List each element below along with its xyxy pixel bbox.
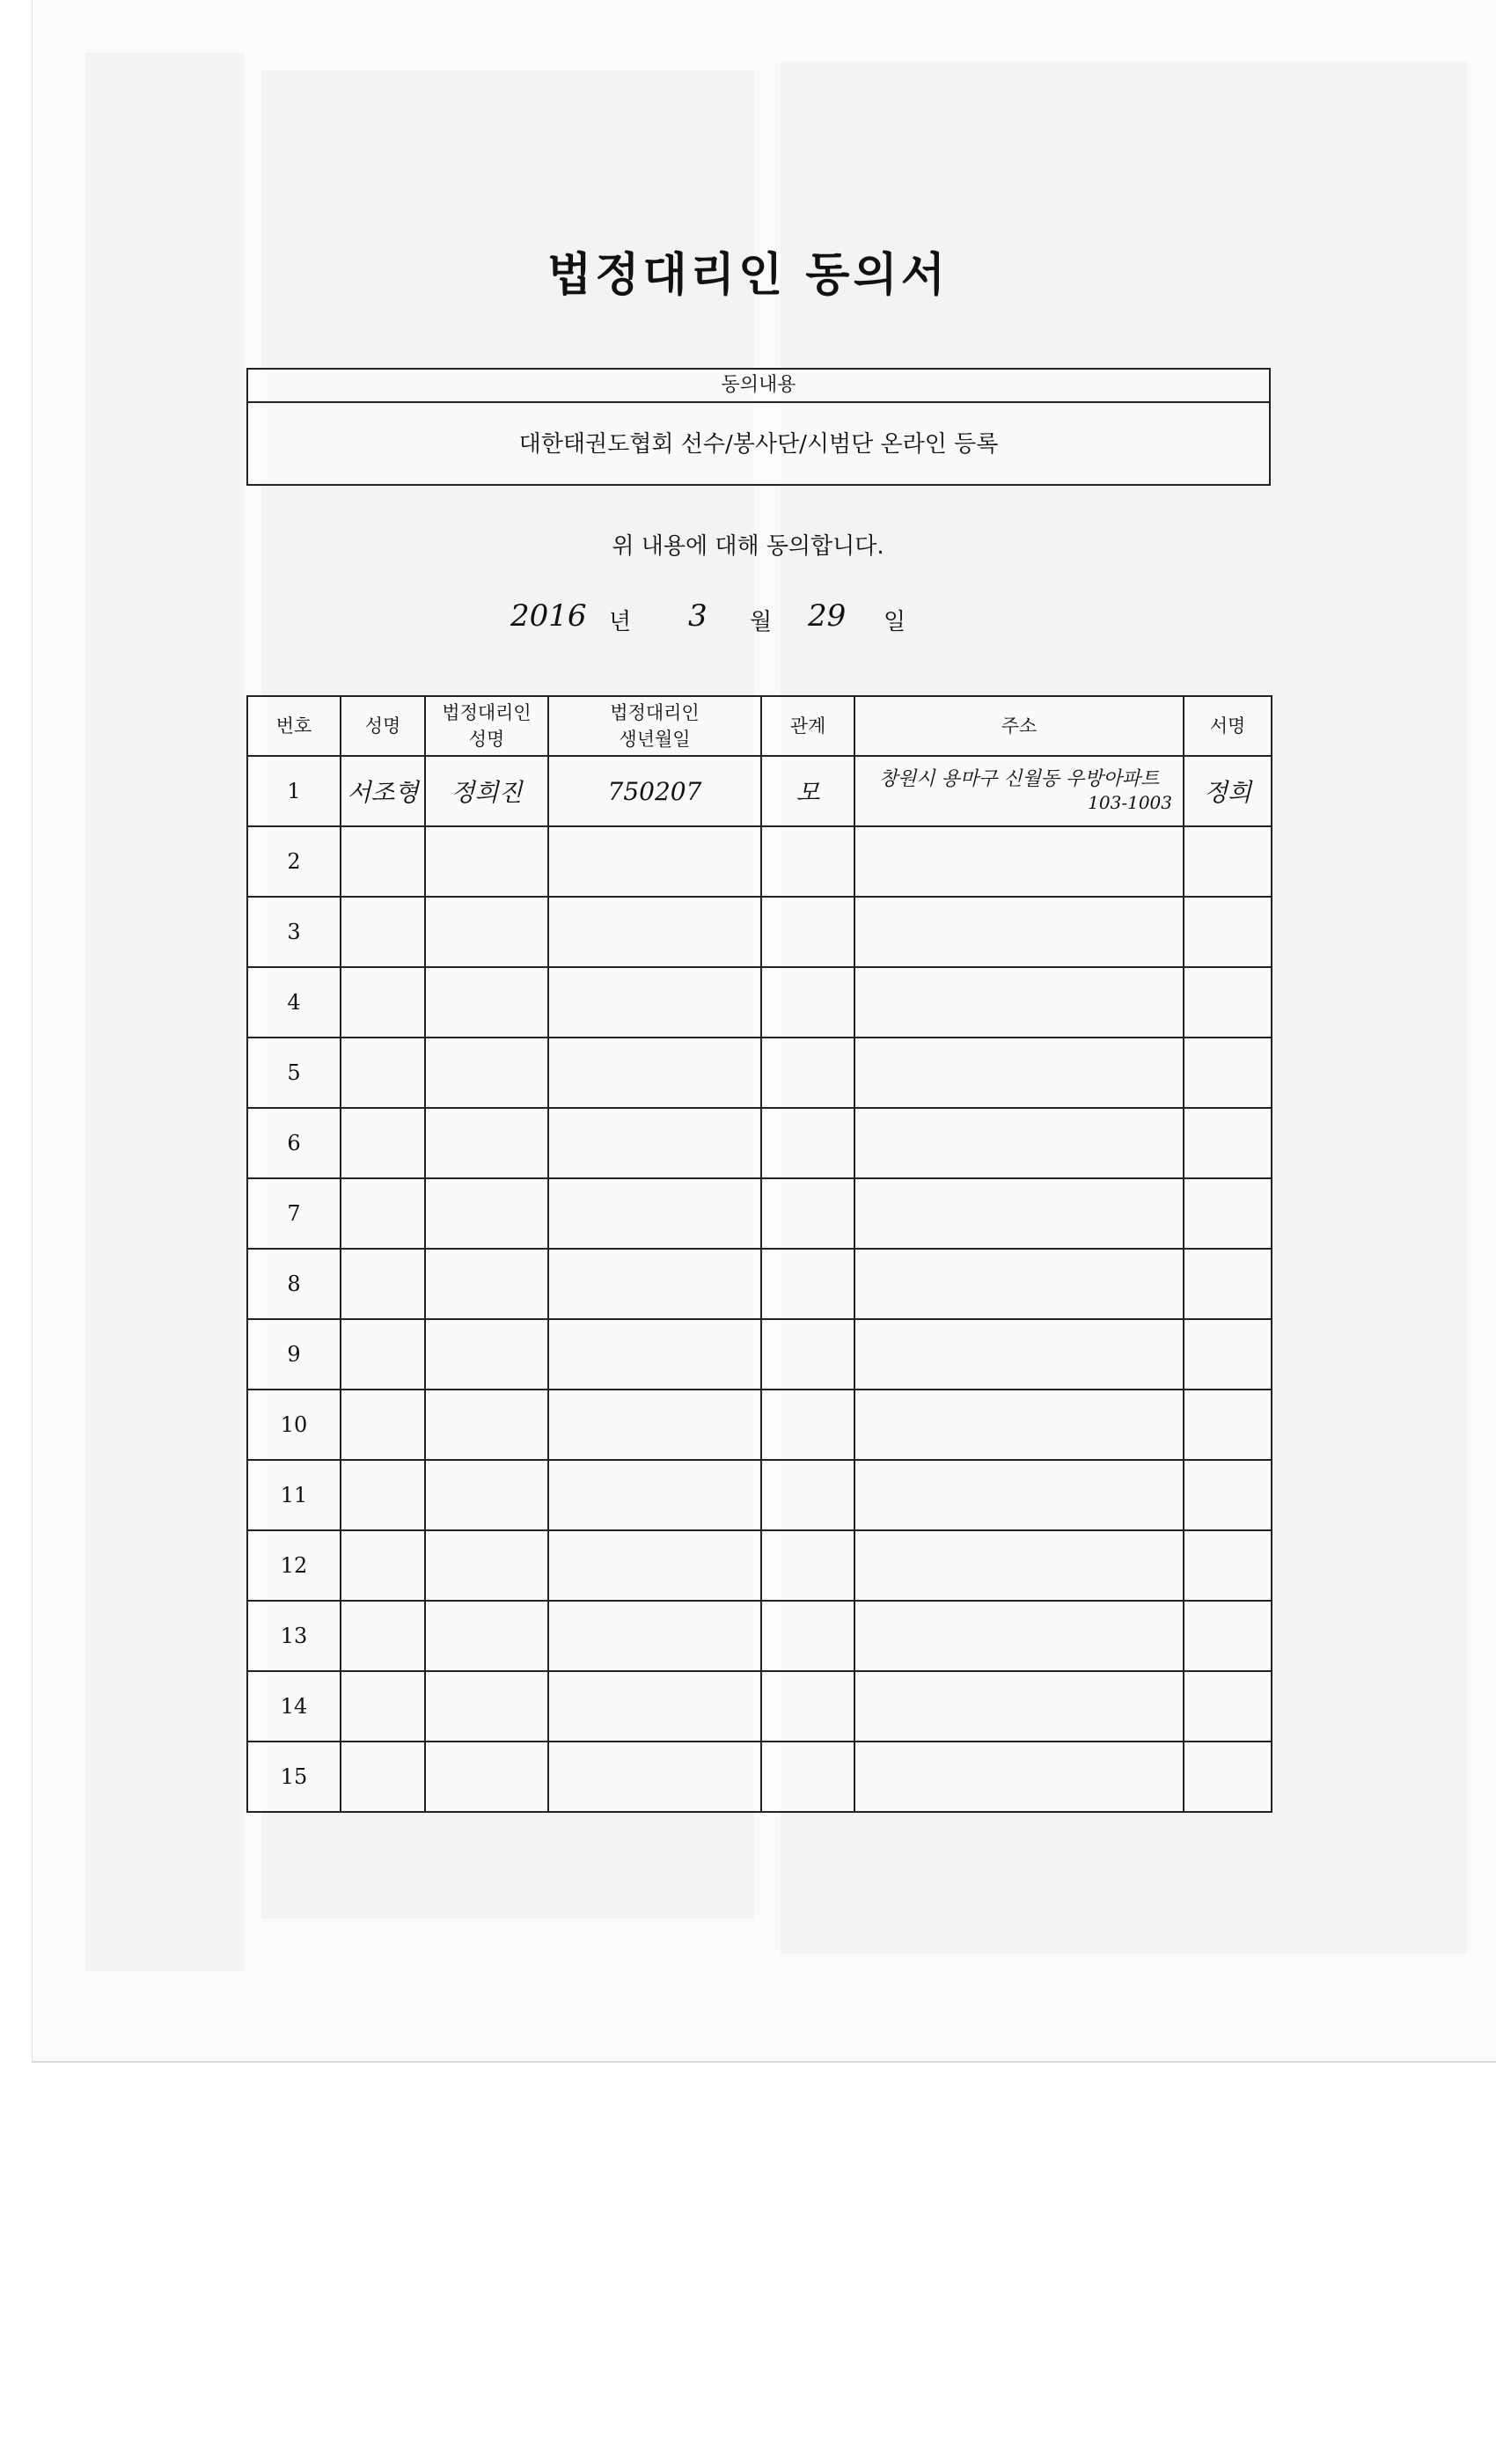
cell-address [854, 1742, 1184, 1812]
cell-guardian-name [425, 1390, 548, 1460]
bleed-through-left-column [85, 53, 244, 1971]
cell-relation [761, 1038, 854, 1108]
document-title: 법정대리인 동의서 [547, 248, 949, 302]
table-row [247, 1178, 1272, 1249]
cell-no: 9 [247, 1319, 341, 1390]
cell-relation [761, 1178, 854, 1249]
cell-guardian-birth [548, 1178, 761, 1249]
cell-relation [761, 1460, 854, 1530]
cell-signature [1184, 1319, 1272, 1390]
cell-no: 11 [247, 1460, 341, 1530]
cell-guardian-birth [548, 826, 761, 897]
table-row [247, 1742, 1272, 1812]
header-guardian-birth: 법정대리인 생년월일 [548, 696, 761, 756]
cell-address [854, 1038, 1184, 1108]
cell-address [854, 897, 1184, 967]
cell-guardian-name [425, 1038, 548, 1108]
cell-name [341, 897, 425, 967]
date-month: 3 [688, 598, 708, 634]
cell-guardian-name: 정희진 [425, 756, 548, 826]
cell-guardian-name [425, 897, 548, 967]
cell-signature [1184, 1390, 1272, 1460]
cell-name [341, 1178, 425, 1249]
header-name: 성명 [341, 696, 425, 756]
cell-guardian-name [425, 1460, 548, 1530]
cell-relation [761, 1390, 854, 1460]
table-row [247, 897, 1272, 967]
date-day: 29 [808, 598, 847, 634]
cell-no: 15 [247, 1742, 341, 1812]
cell-name [341, 1319, 425, 1390]
cell-address [854, 1249, 1184, 1319]
cell-no: 14 [247, 1671, 341, 1742]
cell-name [341, 1038, 425, 1108]
cell-no: 1 [247, 756, 341, 826]
table-row [247, 1460, 1272, 1530]
cell-signature [1184, 1178, 1272, 1249]
cell-guardian-name [425, 1671, 548, 1742]
agreement-statement: 위 내용에 대해 동의합니다. [612, 533, 884, 560]
cell-relation: 모 [761, 756, 854, 826]
cell-name [341, 1601, 425, 1671]
cell-relation [761, 1108, 854, 1178]
table-row [247, 1108, 1272, 1178]
date-year: 2016 [510, 598, 587, 634]
header-address: 주소 [854, 696, 1184, 756]
cell-address [854, 1671, 1184, 1742]
table-row [247, 756, 1272, 826]
date-year-label: 년 [609, 609, 632, 635]
cell-guardian-birth [548, 1390, 761, 1460]
address-line-1: 창원시 용마구 신월동 우방아파트 [878, 768, 1160, 790]
cell-guardian-birth [548, 1601, 761, 1671]
cell-guardian-birth [548, 1319, 761, 1390]
cell-guardian-name [425, 1601, 548, 1671]
cell-relation [761, 1249, 854, 1319]
cell-relation [761, 1601, 854, 1671]
cell-address [854, 756, 1184, 826]
cell-guardian-name [425, 1178, 548, 1249]
cell-address [854, 1319, 1184, 1390]
cell-relation [761, 967, 854, 1038]
cell-address [854, 1390, 1184, 1460]
cell-name [341, 1460, 425, 1530]
cell-signature [1184, 1108, 1272, 1178]
cell-name: 서조형 [341, 756, 425, 826]
cell-guardian-name [425, 826, 548, 897]
cell-signature: 정희 [1184, 756, 1272, 826]
cell-guardian-birth [548, 1530, 761, 1601]
cell-guardian-birth [548, 1460, 761, 1530]
cell-guardian-name [425, 1249, 548, 1319]
table-body [247, 756, 1272, 1812]
table-row [247, 1530, 1272, 1601]
consent-box [246, 368, 1271, 486]
cell-signature [1184, 826, 1272, 897]
cell-no: 5 [247, 1038, 341, 1108]
cell-relation [761, 826, 854, 897]
table-row [247, 1671, 1272, 1742]
cell-signature [1184, 967, 1272, 1038]
cell-no: 10 [247, 1390, 341, 1460]
cell-no: 13 [247, 1601, 341, 1671]
cell-signature [1184, 1530, 1272, 1601]
cell-name [341, 826, 425, 897]
header-guardian-name: 법정대리인 성명 [425, 696, 548, 756]
cell-signature [1184, 1601, 1272, 1671]
cell-name [341, 1671, 425, 1742]
header-relation: 관계 [761, 696, 854, 756]
cell-guardian-birth [548, 1038, 761, 1108]
cell-signature [1184, 1249, 1272, 1319]
cell-relation [761, 1530, 854, 1601]
cell-guardian-birth [548, 967, 761, 1038]
cell-address [854, 967, 1184, 1038]
cell-name [341, 1530, 425, 1601]
cell-address [854, 1530, 1184, 1601]
cell-signature [1184, 1742, 1272, 1812]
date-line [493, 598, 950, 642]
cell-guardian-name [425, 1742, 548, 1812]
cell-no: 2 [247, 826, 341, 897]
cell-address [854, 1178, 1184, 1249]
table-row [247, 1601, 1272, 1671]
cell-no: 4 [247, 967, 341, 1038]
header-signature: 서명 [1184, 696, 1272, 756]
table-row [247, 1038, 1272, 1108]
cell-guardian-birth [548, 1249, 761, 1319]
cell-guardian-birth [548, 1742, 761, 1812]
cell-guardian-name [425, 1108, 548, 1178]
cell-no: 7 [247, 1178, 341, 1249]
consent-header: 동의내용 [248, 370, 1269, 403]
cell-relation [761, 897, 854, 967]
cell-name [341, 967, 425, 1038]
cell-signature [1184, 897, 1272, 967]
consent-text: 대한태권도협회 선수/봉사단/시범단 온라인 등록 [518, 431, 999, 458]
cell-guardian-birth [548, 1108, 761, 1178]
cell-name [341, 1249, 425, 1319]
cell-address [854, 1601, 1184, 1671]
table-header-row [247, 696, 1272, 756]
cell-guardian-birth [548, 897, 761, 967]
cell-name [341, 1108, 425, 1178]
table-row [247, 1390, 1272, 1460]
table-row [247, 967, 1272, 1038]
cell-guardian-name [425, 1530, 548, 1601]
cell-no: 12 [247, 1530, 341, 1601]
header-no: 번호 [247, 696, 341, 756]
cell-guardian-name [425, 1319, 548, 1390]
cell-relation [761, 1319, 854, 1390]
cell-relation [761, 1742, 854, 1812]
cell-signature [1184, 1671, 1272, 1742]
cell-signature [1184, 1038, 1272, 1108]
date-month-label: 월 [750, 609, 773, 635]
cell-no: 6 [247, 1108, 341, 1178]
date-day-label: 일 [884, 609, 906, 635]
cell-relation [761, 1671, 854, 1742]
cell-address [854, 1460, 1184, 1530]
cell-guardian-name [425, 967, 548, 1038]
cell-signature [1184, 1460, 1272, 1530]
cell-no: 8 [247, 1249, 341, 1319]
table-row [247, 826, 1272, 897]
table-row [247, 1319, 1272, 1390]
cell-name [341, 1390, 425, 1460]
address-line-2: 103-1003 [1088, 792, 1172, 813]
table-row [247, 1249, 1272, 1319]
cell-address [854, 1108, 1184, 1178]
cell-address [854, 826, 1184, 897]
cell-guardian-birth [548, 1671, 761, 1742]
cell-name [341, 1742, 425, 1812]
cell-no: 3 [247, 897, 341, 967]
cell-guardian-birth: 750207 [548, 756, 761, 826]
guardian-table [246, 695, 1272, 1813]
